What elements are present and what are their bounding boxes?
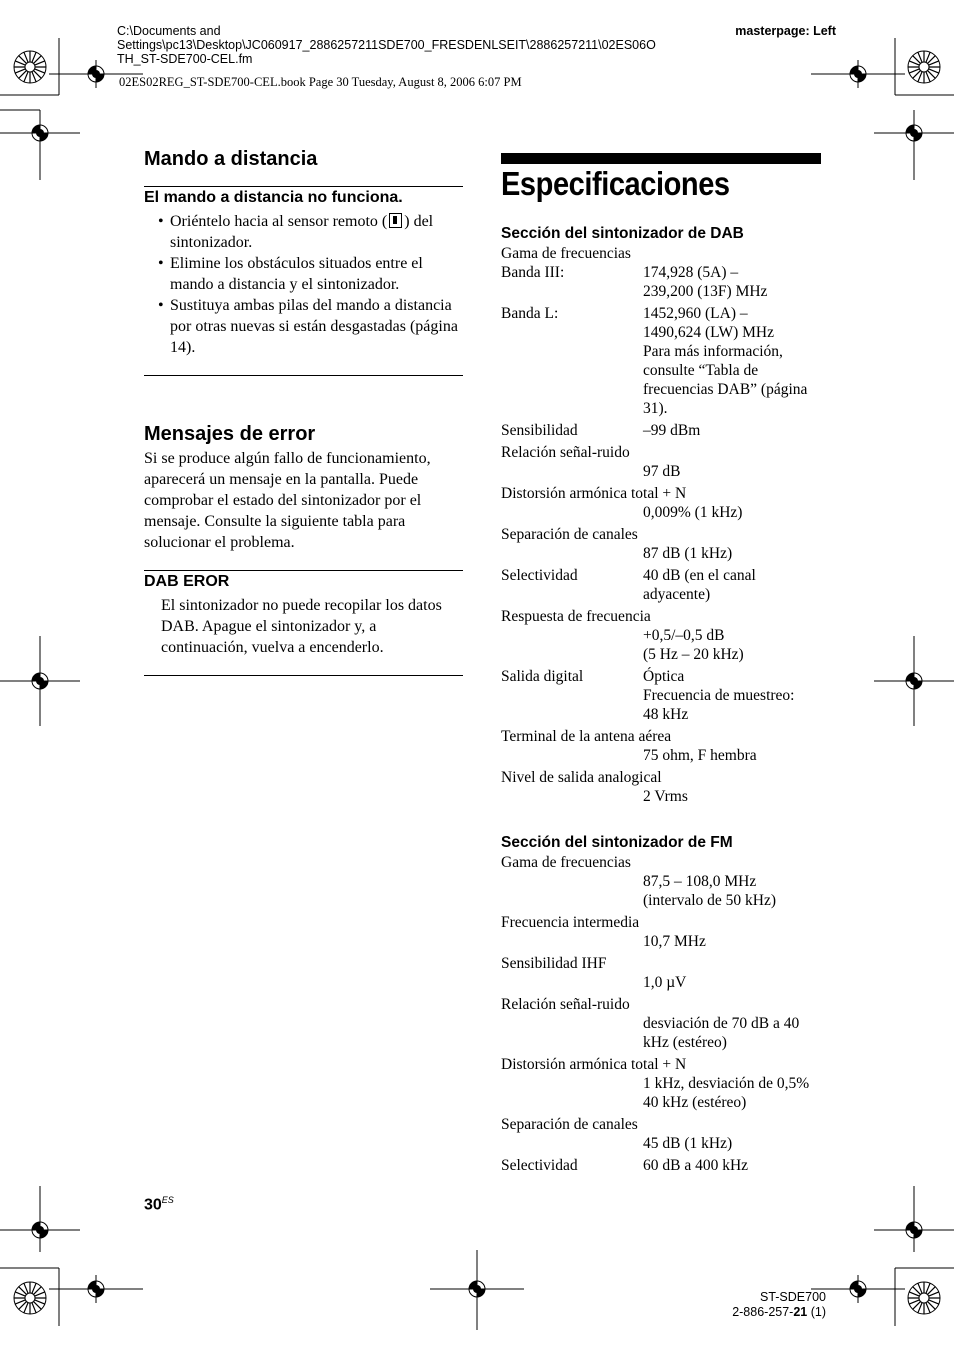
spec-value-line: adyacente)	[643, 586, 711, 603]
spec-value-line: 48 kHz	[643, 706, 689, 723]
list-item: • Sustituya ambas pilas del mando a distancia por otras nuevas si están desgastadas (página 14).	[144, 295, 466, 358]
spec-label: Respuesta de frecuencia	[501, 608, 651, 625]
page-title: Especificaciones	[501, 165, 730, 202]
spec-value-line: 60 dB a 400 kHz	[643, 1157, 749, 1174]
errors-intro: Si se produce algún fallo de funcionamiento, aparecerá un mensaje en la pantalla. Puede comprobar el estado del sintonizador por el mensaje. Consulte la siguiente tabla para solucionar el problema.	[144, 450, 431, 551]
spec-value-line: Frecuencia de muestreo:	[643, 687, 795, 704]
page-number-suffix: ES	[161, 1195, 174, 1205]
masterpage-label: masterpage: Left	[735, 24, 836, 38]
error-code: DAB EROR	[144, 573, 230, 590]
spec-value-line: 40 dB (en el canal	[643, 567, 756, 584]
file-path-line: TH_ST-SDE700-CEL.fm	[117, 52, 253, 66]
spec-value-line: 31).	[643, 400, 668, 417]
spec-value-line: desviación de 70 dB a 40	[643, 1015, 800, 1032]
spec-label: Banda L:	[501, 305, 559, 322]
spec-label: Distorsión armónica total + N	[501, 485, 687, 502]
book-info-line: 02ES02REG_ST-SDE700-CEL.book Page 30 Tuesday, August 8, 2006 6:07 PM	[119, 75, 522, 89]
spec-value-line: 0,009% (1 kHz)	[643, 504, 743, 521]
spec-label: Distorsión armónica total + N	[501, 1056, 687, 1073]
spec-label: Salida digital	[501, 668, 584, 685]
spec-value-line: 2 Vrms	[643, 788, 688, 805]
dab-section-heading: Sección del sintonizador de DAB	[501, 225, 744, 242]
spec-value-line: (5 Hz – 20 kHz)	[643, 646, 744, 663]
spec-value-line: 1 kHz, desviación de 0,5%	[643, 1075, 810, 1092]
spec-label: Frecuencia intermedia	[501, 914, 640, 931]
spec-value-line: kHz (estéreo)	[643, 1034, 727, 1051]
spec-value-line: consulte “Tabla de	[643, 362, 759, 379]
spec-value-line: Para más información,	[643, 343, 783, 360]
spec-value-line: Óptica	[643, 668, 685, 685]
spec-value-line: 1490,624 (LW) MHz	[643, 324, 775, 341]
remote-problem: El mando a distancia no funciona.	[144, 189, 403, 206]
spec-label: Sensibilidad IHF	[501, 955, 607, 972]
spec-value-line: 1452,960 (LA) –	[643, 305, 748, 322]
spec-label: Selectividad	[501, 1157, 578, 1174]
spec-label: Relación señal-ruido	[501, 996, 630, 1013]
spec-value-line: 239,200 (13F) MHz	[643, 283, 768, 300]
spec-value-line: (intervalo de 50 kHz)	[643, 892, 776, 909]
spec-value-line: 10,7 MHz	[643, 933, 706, 950]
part-number-a: 2-886-257-	[732, 1305, 794, 1319]
spec-label: Separación de canales	[501, 526, 638, 543]
spec-label: Nivel de salida analogical	[501, 769, 662, 786]
spec-label: Sensibilidad	[501, 422, 578, 439]
spec-value-line: –99 dBm	[643, 422, 701, 439]
part-number-c: (1)	[807, 1305, 826, 1319]
part-number-b: 21	[793, 1305, 808, 1319]
spec-value-line: 97 dB	[643, 463, 681, 480]
spec-label: Separación de canales	[501, 1116, 638, 1133]
spec-label: Terminal de la antena aérea	[501, 728, 672, 745]
spec-value-line: 40 kHz (estéreo)	[643, 1094, 747, 1111]
file-path-line: Settings\pc13\Desktop\JC060917_2886257211SDE700_FRESDENLSEIT\2886257211\02ES06O	[117, 38, 656, 52]
spec-value-line: 45 dB (1 kHz)	[643, 1135, 733, 1152]
file-path-line: C:\Documents and	[117, 24, 221, 38]
spec-value-line: +0,5/–0,5 dB	[643, 627, 725, 644]
list-item: • Elimine los obstáculos situados entre el mando a distancia y el sintonizador.	[144, 253, 466, 295]
spec-value-line: 174,928 (5A) –	[643, 264, 739, 281]
spec-label: Gama de frecuencias	[501, 245, 631, 262]
spec-label: Relación señal-ruido	[501, 444, 630, 461]
spec-label: Gama de frecuencias	[501, 854, 631, 871]
errors-heading: Mensajes de error	[144, 423, 316, 445]
spec-label: Banda III:	[501, 264, 565, 281]
model-number: ST-SDE700	[759, 1290, 826, 1304]
spec-value-line: 87,5 – 108,0 MHz	[643, 873, 757, 890]
fm-section-heading: Sección del sintonizador de FM	[501, 834, 733, 851]
page-number-value: 30	[144, 1196, 162, 1214]
spec-label: Selectividad	[501, 567, 578, 584]
bullet-text: Oriéntelo hacia al sensor remoto (	[170, 213, 388, 230]
error-description: El sintonizador no puede recopilar los datos DAB. Apague el sintonizador y, a continuación, vuelva a encenderlo.	[161, 597, 442, 656]
remote-heading: Mando a distancia	[144, 148, 318, 170]
spec-value-line: frecuencias DAB” (página	[643, 381, 808, 398]
bullet-text: ) del sintonizador.	[170, 213, 434, 251]
spec-value-line: 75 ohm, F hembra	[643, 747, 757, 764]
spec-value-line: 1,0 µV	[643, 974, 687, 991]
spec-value-line: 87 dB (1 kHz)	[643, 545, 733, 562]
